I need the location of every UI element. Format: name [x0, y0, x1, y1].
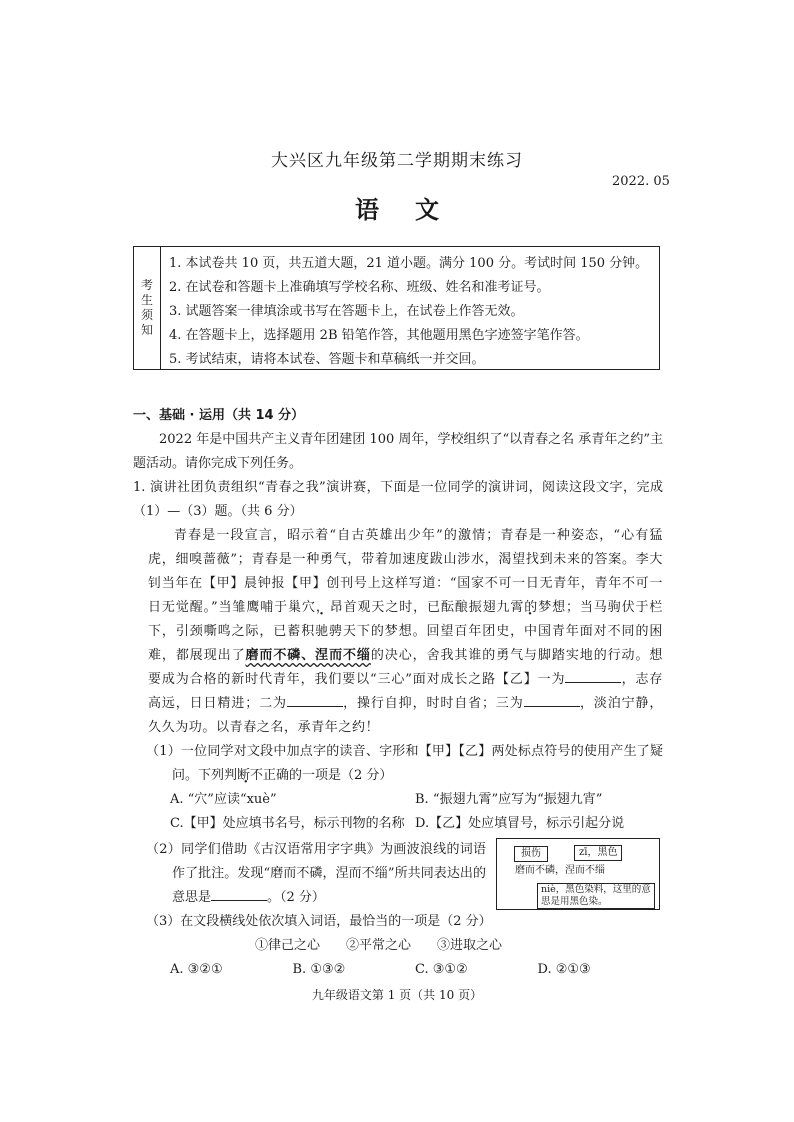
- answer-blank[interactable]: [211, 886, 267, 901]
- answer-blank[interactable]: [565, 668, 621, 683]
- notice-label-char: 考: [140, 278, 153, 292]
- option-d[interactable]: D.【乙】处应填冒号，标示引起分说: [415, 816, 625, 831]
- wavy-underlined-phrase: 磨而不磷、涅而不缁: [245, 648, 371, 663]
- dictionary-annotation-box: [496, 838, 660, 910]
- page-footer: 九年级语文第 1 页（共 10 页）: [311, 988, 483, 1002]
- section-heading: 一、基础 · 运用（共 14 分）: [133, 408, 305, 423]
- option-a[interactable]: A. “穴”应读“xuè”: [170, 792, 277, 807]
- passage-text: 青春是一段宣言，昭示着“自古英雄出少年”的激情；青春是一种姿态，“心有猛虎，细嗅蔷薇”；青春是一种勇气，带着加速度跋山涉水，渴望找到未来的答案。李大钊当年在【甲】晨钟报【甲】创刊号上这样写道：“国家不可一日无青年，青年不可一日无觉醒。”当雏鹰哺于巢: [148, 528, 663, 615]
- notice-items: [161, 247, 659, 369]
- passage-text: ，志存高远，日日精进；二为: [148, 672, 663, 711]
- option-a[interactable]: A. ③②①: [170, 962, 223, 977]
- question-text: （2）同学们借助《古汉语常用字字典》为画波浪线的词语作了批注。发现“磨而不磷，涅而不缁”所共同表达出的意思是: [146, 842, 486, 905]
- passage-text: 的梦想；当马驹伏于栏下，引颈嘶鸣之际，已蓄积驰骋天下的梦想。回望百年团史，中国青年面对不同的困难，都展现出了: [148, 600, 663, 663]
- notice-item: 4. 在答题卡上，选择题用 2B 铅笔作答，其他题用黑色字迹签字笔作答。: [169, 328, 589, 343]
- notice-item: 5. 考试结束，请将本试卷、答题卡和草稿纸一并交回。: [169, 352, 485, 367]
- option-b[interactable]: B. ①③②: [292, 962, 346, 977]
- notice-label-char: 须: [140, 308, 153, 322]
- speech-passage: [148, 524, 663, 740]
- question-1-3-stem: （3）在文段横线处依次填入词语，最恰当的一项是（2 分）: [146, 914, 492, 929]
- answer-blank[interactable]: [524, 692, 580, 707]
- notice-label-char: 生: [140, 293, 153, 307]
- dotted-char: 穴: [301, 600, 316, 615]
- options-row: [170, 958, 660, 982]
- annotation-note: 损伤: [514, 846, 548, 862]
- question-text: 确的一项是（2 分）: [276, 768, 393, 783]
- passage-text: ，昂首观天之时，已酝酿振翅九: [315, 600, 511, 615]
- option-d[interactable]: D. ②①③: [537, 962, 591, 977]
- section-intro: 2022 年是中国共产主义青年团建团 100 周年，学校组织了“以青春之名 承青年之约”主题活动。请你完成下列任务。: [133, 432, 663, 471]
- option-c[interactable]: C.【甲】处应填书名号，标示刊物的名称: [170, 816, 405, 831]
- passage-text: ，淡泊宁静，久久为功。以青春之名，承青年之约！: [148, 696, 663, 735]
- notice-item: 3. 试题答案一律填涂或书写在答题卡上，在试卷上作答无效。: [169, 304, 524, 319]
- options-row: [170, 812, 660, 836]
- option-b[interactable]: B. “振翅九霄”应写为“振翅九宵”: [415, 792, 603, 807]
- dotted-char: 正: [263, 768, 277, 783]
- annotation-note: niè，黑色染料，这里的意思是用黑色染。: [537, 883, 655, 909]
- notice-label: [134, 247, 161, 369]
- candidate-notice-box: [133, 246, 660, 370]
- notice-item: 2. 在试卷和答题卡上准确填写学校名称、班级、姓名和准考证号。: [169, 280, 550, 295]
- answer-blank[interactable]: [287, 692, 343, 707]
- exam-title: 大兴区九年级第二学期期末练习: [271, 151, 523, 171]
- options-row: [170, 788, 660, 812]
- dotted-char: 霄: [510, 600, 525, 615]
- phrase-choices: ①律己之心 ②平常之心 ③进取之心: [255, 938, 503, 953]
- notice-label-char: 知: [140, 323, 153, 337]
- subject-title: 语文: [355, 195, 475, 224]
- question-1-1-stem: [146, 740, 663, 788]
- annotated-phrase: 磨而不磷，涅而不缁: [515, 865, 605, 876]
- question-text: （1）一位同学对文段中加点字的读音、字形和【甲】【乙】两处标点符号的使用产生了疑问。下列判断不: [146, 744, 663, 783]
- notice-item: 1. 本试卷共 10 页，共五道大题，21 道小题。满分 100 分。考试时间 150 分钟。: [169, 256, 649, 271]
- annotation-note: zī，黑色: [574, 845, 622, 861]
- passage-text: ，操行自抑，时时自省；三为: [342, 696, 524, 711]
- passage-text: 的决心，舍我其谁的勇气与脚踏实地的行动。想要成为合格的新时代青年，我们要以“三心”面对成长之路【乙】一为: [148, 648, 664, 687]
- exam-date: 2022. 05: [612, 174, 670, 189]
- question-1-2-stem: [146, 838, 486, 910]
- option-c[interactable]: C. ③①②: [415, 962, 468, 977]
- question-1-stem: 1. 演讲社团负责组织“青春之我”演讲赛，下面是一位同学的演讲词，阅读这段文字，完成（1）—（3）题。（共 6 分）: [133, 480, 663, 519]
- question-text: 。（2 分）: [267, 890, 325, 905]
